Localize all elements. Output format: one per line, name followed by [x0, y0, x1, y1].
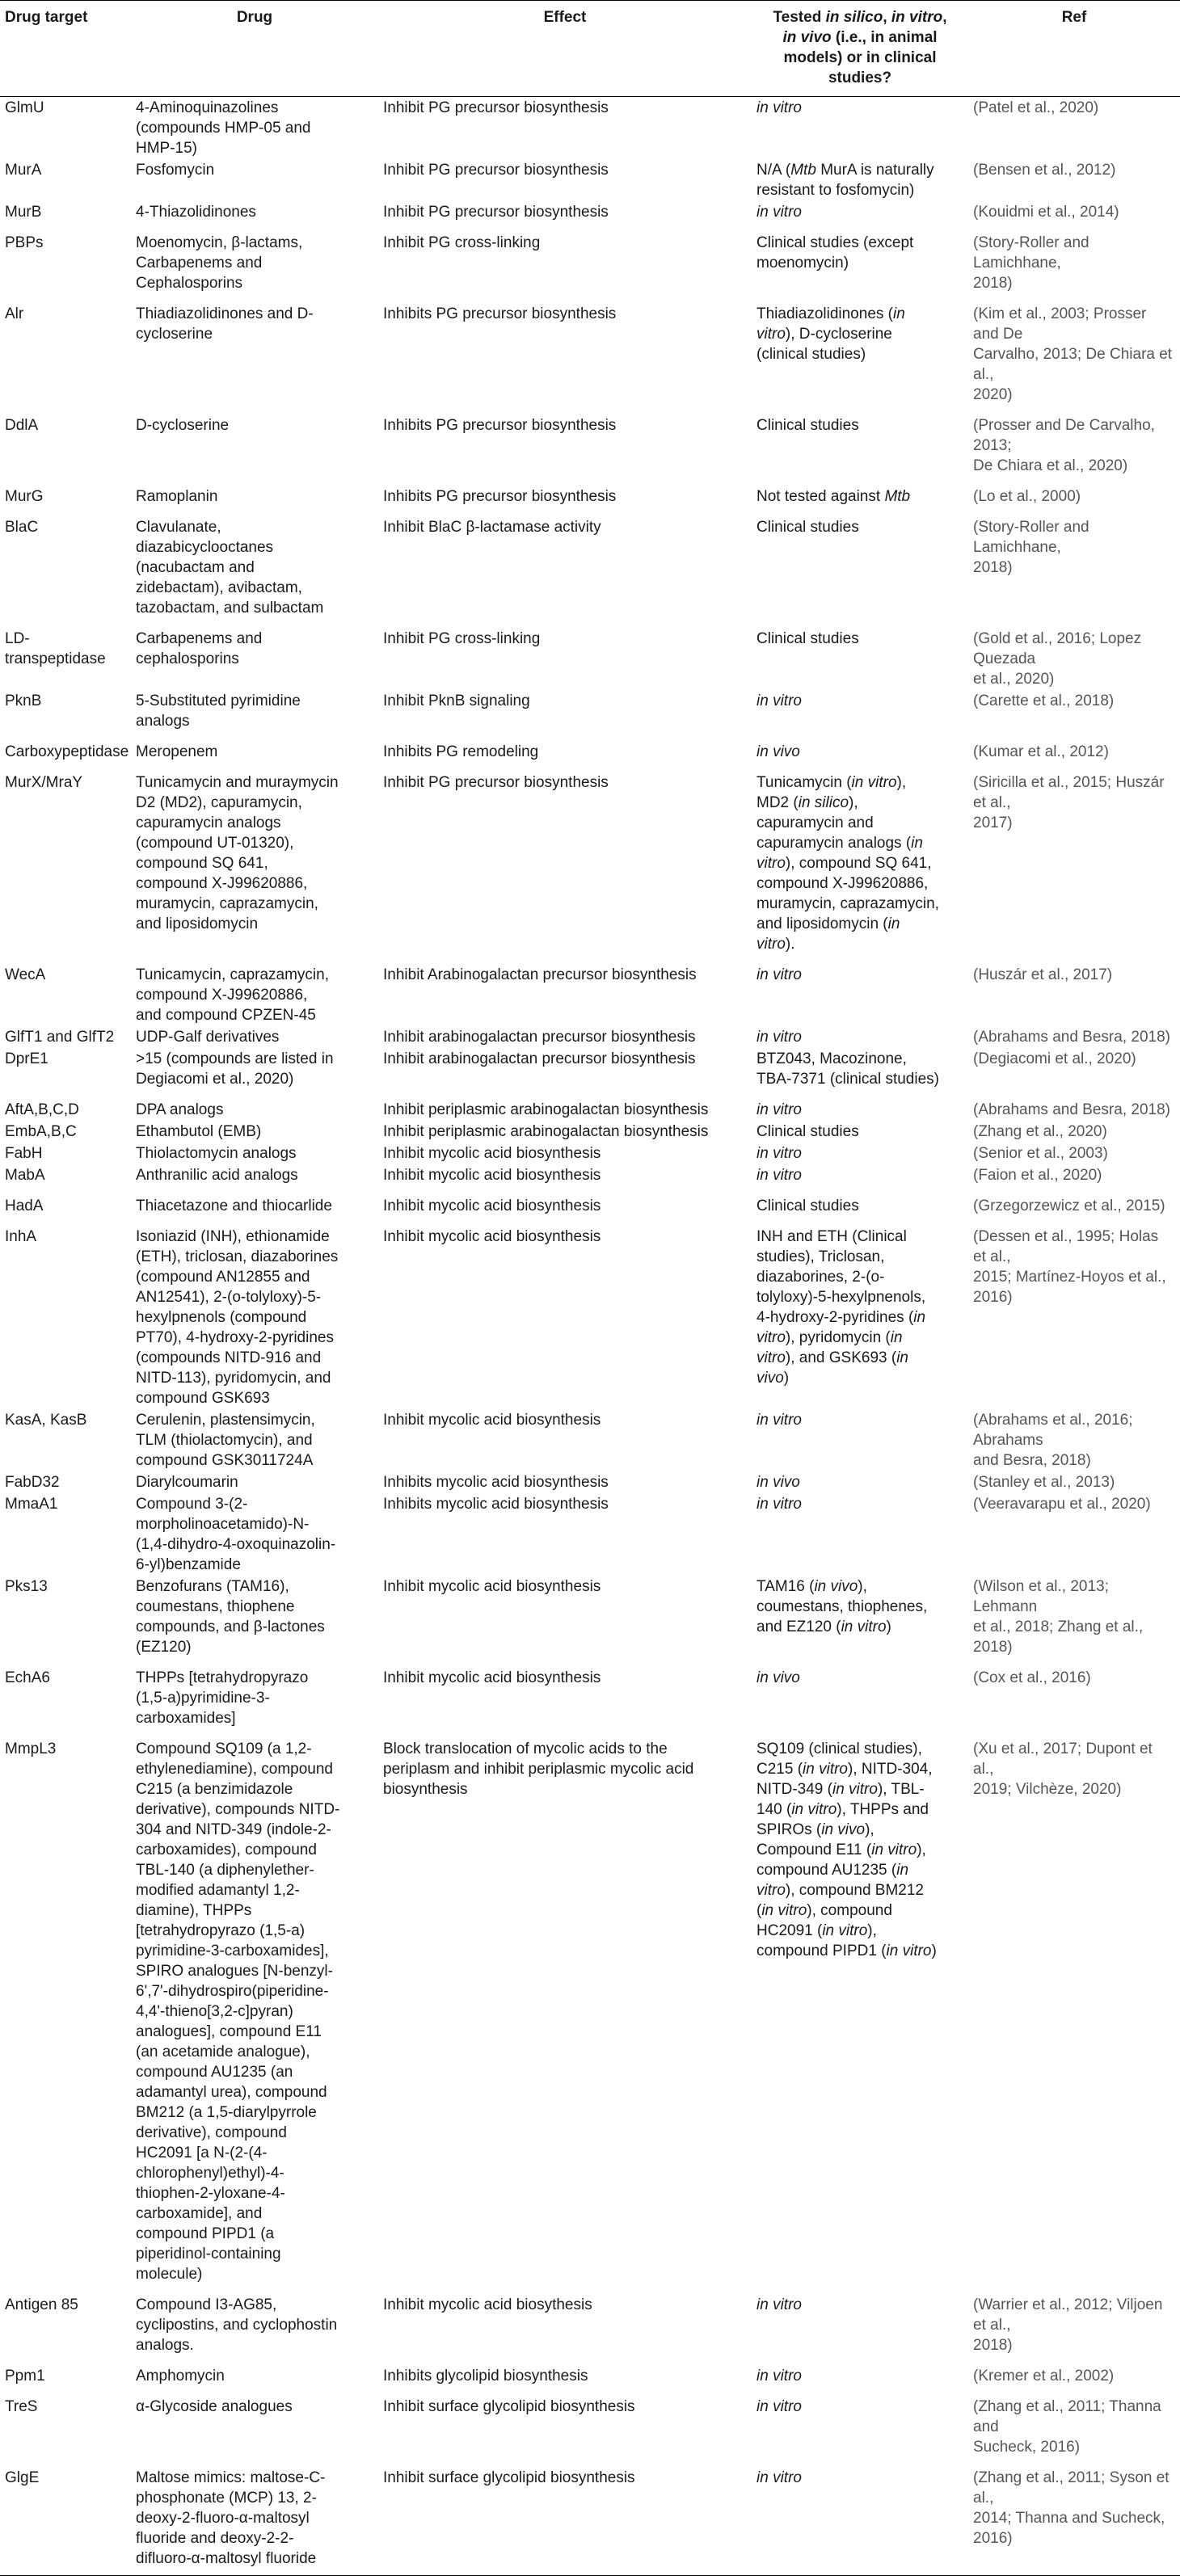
header-effect: Effect: [378, 1, 752, 97]
cell-effect: Inhibits PG remodeling: [383, 743, 539, 760]
cell-ref[interactable]: (Bensen et al., 2012): [973, 162, 1116, 179]
cell-tested: Clinical studies: [756, 519, 859, 536]
cell-target: MmpL3: [5, 1740, 57, 1757]
cell-drug: >15 (compounds are listed in Degiacomi et al., 2020): [136, 1050, 334, 1088]
cell-effect: Inhibit arabinogalactan precursor biosynthesis: [383, 1050, 696, 1067]
cell-tested: in vivo: [756, 743, 800, 760]
table-header: [0, 1, 1180, 97]
table-row: [0, 159, 1180, 201]
cell-tested: in vitro: [756, 1101, 802, 1118]
cell-target: Antigen 85: [5, 2296, 78, 2313]
table-row: [0, 763, 1180, 955]
cell-effect: Inhibits PG precursor biosynthesis: [383, 417, 617, 434]
table-row: [0, 1048, 1180, 1090]
cell-ref[interactable]: (Zhang et al., 2011; Syson et al., 2014; Thanna and Sucheck, 2016): [968, 2458, 1180, 2576]
cell-target: LD- transpeptidase: [5, 630, 106, 667]
cell-effect: Inhibit mycolic acid biosynthesis: [383, 1145, 601, 1162]
cell-ref[interactable]: (Dessen et al., 1995; Holas et al., 2015; Martínez-Hoyos et al., 2016): [973, 1228, 1166, 1306]
cell-ref[interactable]: (Story-Roller and Lamichhane, 2018): [973, 519, 1089, 576]
cell-target: AftA,B,C,D: [5, 1101, 79, 1118]
cell-target: Carboxypeptidase: [5, 743, 129, 760]
cell-drug: D-cycloserine: [136, 417, 230, 434]
cell-effect: Inhibit mycolic acid biosynthesis: [383, 1198, 601, 1214]
cell-effect: Inhibits PG precursor biosynthesis: [383, 305, 617, 322]
cell-drug: Carbapenems and cephalosporins: [136, 630, 263, 667]
cell-tested: in vitro: [756, 966, 802, 983]
cell-tested: Not tested against Mtb: [756, 488, 911, 505]
cell-drug: Compound SQ109 (a 1,2- ethylenediamine), compound C215 (a benzimidazole derivative), compounds NITD- 304 and NITD-349 (indole-2- carboxamides), compound TBL-140 (a diphenylether- modified adamantyl 1,2- diamine), THPPs [tetrahydropyrazo (1,5-a) pyrimidine-3-carboxamides], SPIRO analogues [N-benzyl- 6',7'-dihydrospiro(piperidine- 4,4'-thieno[3,2-c]pyran) analogues], compound E11 (an acetamide analogue), compound AU1235 (an adamantyl urea), compound BM212 (a 1,5-diarylpyrrole derivative), compound HC2091 [a N-(2-(4- chlorophenyl)ethyl)-4- thiophen-2-yloxane-4- carboxamide], and compound PIPD1 (a piperidinol-containing molecule): [136, 1740, 340, 2283]
cell-drug: 4-Aminoquinazolines (compounds HMP-05 and HMP-15): [136, 99, 311, 157]
cell-drug: DPA analogs: [136, 1101, 224, 1118]
cell-target: DprE1: [5, 1050, 48, 1067]
cell-effect: Inhibit periplasmic arabinogalactan biosynthesis: [383, 1101, 709, 1118]
cell-target: BlaC: [5, 519, 39, 536]
table-row: [0, 477, 1180, 507]
cell-drug: Compound 3-(2- morpholinoacetamido)-N- (1,4-dihydro-4-oxoquinazolin- 6-yl)benzamide: [136, 1496, 336, 1573]
cell-effect: Inhibit mycolic acid biosynthesis: [383, 1167, 601, 1184]
cell-effect: Inhibit PG precursor biosynthesis: [383, 204, 609, 221]
cell-tested: Clinical studies (except moenomycin): [756, 234, 914, 271]
table-row: [0, 97, 1180, 160]
cell-ref[interactable]: (Zhang et al., 2020): [973, 1123, 1107, 1140]
cell-drug: Clavulanate, diazabicyclooctanes (nacubactam and zidebactam), avibactam, tazobactam, and sulbactam: [136, 519, 324, 617]
cell-drug: 5-Substituted pyrimidine analogs: [136, 692, 301, 730]
cell-drug: Compound I3-AG85, cyclipostins, and cyclophostin analogs.: [136, 2296, 338, 2354]
cell-effect: Inhibit mycolic acid biosynthesis: [383, 1228, 601, 1245]
cell-ref[interactable]: (Cox et al., 2016): [973, 1669, 1091, 1686]
table-row: [0, 1026, 1180, 1048]
cell-effect: Inhibit mycolic acid biosynthesis: [383, 1669, 601, 1686]
cell-ref[interactable]: (Stanley et al., 2013): [973, 1474, 1115, 1491]
table-row: [0, 2285, 1180, 2356]
cell-effect: Inhibit periplasmic arabinogalactan biosynthesis: [383, 1123, 709, 1140]
cell-ref[interactable]: (Xu et al., 2017; Dupont et al., 2019; Vilchèze, 2020): [973, 1740, 1153, 1798]
table-row: [0, 2356, 1180, 2387]
cell-tested: in vitro: [756, 2296, 802, 2313]
cell-tested: in vivo: [756, 1669, 800, 1686]
cell-target: InhA: [5, 1228, 37, 1245]
cell-effect: Inhibits PG precursor biosynthesis: [383, 488, 617, 505]
cell-drug: Diarylcoumarin: [136, 1474, 238, 1491]
cell-tested: in vitro: [756, 1167, 802, 1184]
cell-ref[interactable]: (Huszár et al., 2017): [973, 966, 1113, 983]
cell-target: Pks13: [5, 1578, 48, 1595]
cell-effect: Inhibits mycolic acid biosynthesis: [383, 1474, 609, 1491]
cell-target: WecA: [5, 966, 46, 983]
cell-target: Ppm1: [5, 2368, 45, 2384]
table-row: [0, 1471, 1180, 1493]
cell-drug: Maltose mimics: maltose-C- phosphonate (MCP) 13, 2- deoxy-2-fluoro-α-maltosyl fluoride and deoxy-2-2- difluoro-α-maltosyl fluoride: [131, 2458, 378, 2576]
cell-drug: Ethambutol (EMB): [136, 1123, 262, 1140]
table-row: [0, 955, 1180, 1026]
cell-ref[interactable]: (Grzegorzewicz et al., 2015): [973, 1198, 1165, 1214]
cell-ref[interactable]: (Abrahams and Besra, 2018): [973, 1101, 1170, 1118]
cell-effect: Inhibit PG precursor biosynthesis: [383, 774, 609, 791]
table-row: [0, 1493, 1180, 1576]
cell-tested: in vitro: [756, 1496, 802, 1513]
cell-drug: Ramoplanin: [136, 488, 218, 505]
cell-ref[interactable]: (Veeravarapu et al., 2020): [973, 1496, 1151, 1513]
cell-effect: Inhibit mycolic acid biosythesis: [383, 2296, 592, 2313]
cell-tested: N/A (Mtb MurA is naturally resistant to fosfomycin): [756, 162, 934, 199]
table-row: [0, 1729, 1180, 2285]
cell-target: PknB: [5, 692, 42, 709]
cell-tested: INH and ETH (Clinical studies), Triclosan, diazaborines, 2-(o- tolyloxy)-5-hexylpnenols, 4-hydroxy-2-pyridines (in vitro), pyridomycin (in vitro), and GSK693 (in vivo): [756, 1228, 926, 1387]
header-ref: Ref: [968, 1, 1180, 97]
table-row: [0, 1409, 1180, 1471]
cell-drug: UDP-Galf derivatives: [136, 1029, 280, 1046]
cell-effect: Inhibit BlaC β-lactamase activity: [383, 519, 601, 536]
cell-target: MurB: [5, 204, 42, 221]
cell-target: FabH: [5, 1145, 43, 1162]
cell-drug: Tunicamycin and muraymycin D2 (MD2), capuramycin, capuramycin analogs (compound UT-01320), compound SQ 641, compound X-J99620886, muramycin, caprazamycin, and liposidomycin: [136, 774, 339, 932]
header-tested: Tested in silico, in vitro, in vivo (i.e., in animal models) or in clinical studies?: [752, 1, 968, 97]
cell-drug: THPPs [tetrahydropyrazo (1,5-a)pyrimidine-3- carboxamides]: [136, 1669, 309, 1727]
cell-target: KasA, KasB: [5, 1412, 87, 1429]
cell-ref[interactable]: (Gold et al., 2016; Lopez Quezada et al., 2020): [973, 630, 1142, 688]
cell-target: GlfT1 and GlfT2: [5, 1029, 115, 1046]
cell-ref[interactable]: (Kouidmi et al., 2014): [973, 204, 1119, 221]
cell-tested: SQ109 (clinical studies), C215 (in vitro), NITD-304, NITD-349 (in vitro), TBL- 140 (in vitro), THPPs and SPIROs (in vivo), Compound E11 (in vitro), compound AU1235 (in vitro), compound BM212 (in vitro), compound HC2091 (in vitro), compound PIPD1 (in vitro): [756, 1740, 937, 1959]
cell-tested: in vitro: [756, 1412, 802, 1429]
cell-effect: Inhibit PG precursor biosynthesis: [383, 162, 609, 179]
table-row: [0, 2458, 1180, 2576]
cell-ref[interactable]: (Kremer et al., 2002): [973, 2368, 1115, 2384]
cell-target: EchA6: [5, 1669, 50, 1686]
cell-effect: Inhibit Arabinogalactan precursor biosynthesis: [383, 966, 697, 983]
cell-target: GlmU: [5, 99, 44, 116]
table-row: [0, 1164, 1180, 1186]
cell-ref[interactable]: (Senior et al., 2003): [973, 1145, 1108, 1162]
cell-tested: in vitro: [752, 2458, 968, 2576]
cell-drug: Thiadiazolidinones and D- cycloserine: [136, 305, 314, 343]
table-row: [0, 619, 1180, 690]
cell-tested: Tunicamycin (in vitro), MD2 (in silico), capuramycin and capuramycin analogs (in vitro), compound SQ 641, compound X-J99620886, muramycin, caprazamycin, and liposidomycin (in vitro).: [756, 774, 939, 953]
table-row: [0, 1217, 1180, 1409]
cell-drug: Tunicamycin, caprazamycin, compound X-J99620886, and compound CPZEN-45: [136, 966, 329, 1024]
cell-tested: Clinical studies: [756, 1123, 859, 1140]
cell-target: MurG: [5, 488, 44, 505]
table-body: [0, 97, 1180, 2576]
cell-target: GlgE: [0, 2458, 131, 2576]
cell-tested: in vitro: [756, 2368, 802, 2384]
table-row: [0, 1121, 1180, 1143]
cell-tested: in vitro: [756, 204, 802, 221]
cell-tested: Thiadiazolidinones (in vitro), D-cycloserine (clinical studies): [756, 305, 905, 363]
table-row: [0, 1658, 1180, 1729]
table-row: [0, 223, 1180, 294]
cell-drug: Anthranilic acid analogs: [136, 1167, 298, 1184]
cell-effect: Inhibit PG cross-linking: [383, 234, 541, 251]
table-row: [0, 201, 1180, 223]
cell-ref[interactable]: (Carette et al., 2018): [973, 692, 1115, 709]
cell-drug: Meropenem: [136, 743, 218, 760]
cell-target: DdlA: [5, 417, 39, 434]
cell-drug: Fosfomycin: [136, 162, 215, 179]
cell-ref[interactable]: (Degiacomi et al., 2020): [973, 1050, 1136, 1067]
table-row: [0, 1186, 1180, 1217]
cell-target: PBPs: [5, 234, 44, 251]
table-row: [0, 294, 1180, 406]
cell-effect: Block translocation of mycolic acids to the periplasm and inhibit periplasmic mycolic acid biosynthesis: [383, 1740, 694, 1798]
cell-drug: Cerulenin, plastensimycin, TLM (thiolactomycin), and compound GSK3011724A: [136, 1412, 315, 1469]
table-row: [0, 690, 1180, 732]
cell-effect: Inhibits glycolipid biosynthesis: [383, 2368, 588, 2384]
cell-ref[interactable]: (Wilson et al., 2013; Lehmann et al., 2018; Zhang et al., 2018): [973, 1578, 1144, 1656]
cell-drug: Thiacetazone and thiocarlide: [136, 1198, 332, 1214]
cell-ref[interactable]: (Warrier et al., 2012; Viljoen et al., 2018): [973, 2296, 1163, 2354]
table-row: [0, 2387, 1180, 2458]
cell-drug: Isoniazid (INH), ethionamide (ETH), triclosan, diazaborines (compound AN12855 and AN12541), 2-(o-tolyloxy)-5- hexylpnenols (compound PT70), 4-hydroxy-2-pyridines (compounds NITD-916 and NITD-113), pyridomycin, and compound GSK693: [136, 1228, 339, 1407]
cell-drug: Moenomycin, β-lactams, Carbapenems and Cephalosporins: [136, 234, 303, 292]
cell-tested: in vitro: [756, 692, 802, 709]
cell-ref[interactable]: (Patel et al., 2020): [973, 99, 1099, 116]
header-drug-target: Drug target: [0, 1, 131, 97]
cell-ref[interactable]: (Abrahams et al., 2016; Abrahams and Besra, 2018): [973, 1412, 1133, 1469]
cell-drug: Thiolactomycin analogs: [136, 1145, 297, 1162]
cell-ref[interactable]: (Prosser and De Carvalho, 2013; De Chiara et al., 2020): [973, 417, 1155, 474]
cell-ref[interactable]: (Zhang et al., 2011; Thanna and Sucheck, 2016): [973, 2398, 1161, 2456]
cell-tested: in vitro: [756, 99, 802, 116]
cell-tested: in vivo: [756, 1474, 800, 1491]
cell-effect: Inhibit surface glycolipid biosynthesis: [378, 2458, 752, 2576]
cell-drug: 4-Thiazolidinones: [136, 204, 256, 221]
cell-ref[interactable]: (Lo et al., 2000): [973, 488, 1081, 505]
cell-drug: Amphomycin: [136, 2368, 225, 2384]
cell-tested: BTZ043, Macozinone, TBA-7371 (clinical studies): [756, 1050, 939, 1088]
table-row: [0, 507, 1180, 619]
cell-tested: in vitro: [756, 1145, 802, 1162]
table-row: [0, 1143, 1180, 1164]
cell-effect: Inhibit PG cross-linking: [383, 630, 541, 647]
cell-tested: Clinical studies: [756, 1198, 859, 1214]
table-row: [0, 732, 1180, 763]
cell-ref[interactable]: (Siricilla et al., 2015; Huszár et al., 2017): [973, 774, 1165, 831]
cell-effect: Inhibits mycolic acid biosynthesis: [383, 1496, 609, 1513]
cell-drug: Benzofurans (TAM16), coumestans, thiophene compounds, and β-lactones (EZ120): [136, 1578, 325, 1656]
cell-tested: in vitro: [756, 1029, 802, 1046]
cell-ref[interactable]: (Faion et al., 2020): [973, 1167, 1102, 1184]
cell-effect: Inhibit mycolic acid biosynthesis: [383, 1412, 601, 1429]
cell-tested: Clinical studies: [756, 417, 859, 434]
cell-drug: α-Glycoside analogues: [136, 2398, 293, 2415]
cell-target: MmaA1: [5, 1496, 58, 1513]
cell-ref[interactable]: (Story-Roller and Lamichhane, 2018): [973, 234, 1089, 292]
cell-tested: Clinical studies: [756, 630, 859, 647]
cell-effect: Inhibit mycolic acid biosynthesis: [383, 1578, 601, 1595]
table-row: [0, 1576, 1180, 1658]
cell-ref[interactable]: (Abrahams and Besra, 2018): [973, 1029, 1170, 1046]
cell-target: MurX/MraY: [5, 774, 83, 791]
cell-target: EmbA,B,C: [5, 1123, 77, 1140]
cell-tested: TAM16 (in vivo), coumestans, thiophenes, and EZ120 (in vitro): [756, 1578, 928, 1635]
cell-effect: Inhibit arabinogalactan precursor biosynthesis: [383, 1029, 696, 1046]
table-row: [0, 406, 1180, 477]
cell-effect: Inhibit PknB signaling: [383, 692, 530, 709]
cell-target: Alr: [5, 305, 24, 322]
cell-ref[interactable]: (Kumar et al., 2012): [973, 743, 1109, 760]
cell-target: MurA: [5, 162, 42, 179]
cell-tested: in vitro: [756, 2398, 802, 2415]
cell-target: HadA: [5, 1198, 44, 1214]
cell-target: FabD32: [5, 1474, 60, 1491]
cell-target: TreS: [5, 2398, 38, 2415]
cell-target: MabA: [5, 1167, 45, 1184]
cell-effect: Inhibit surface glycolipid biosynthesis: [383, 2398, 635, 2415]
cell-ref[interactable]: (Kim et al., 2003; Prosser and De Carvalho, 2013; De Chiara et al., 2020): [973, 305, 1173, 403]
cell-effect: Inhibit PG precursor biosynthesis: [383, 99, 609, 116]
table-row: [0, 1090, 1180, 1121]
header-drug: Drug: [131, 1, 378, 97]
